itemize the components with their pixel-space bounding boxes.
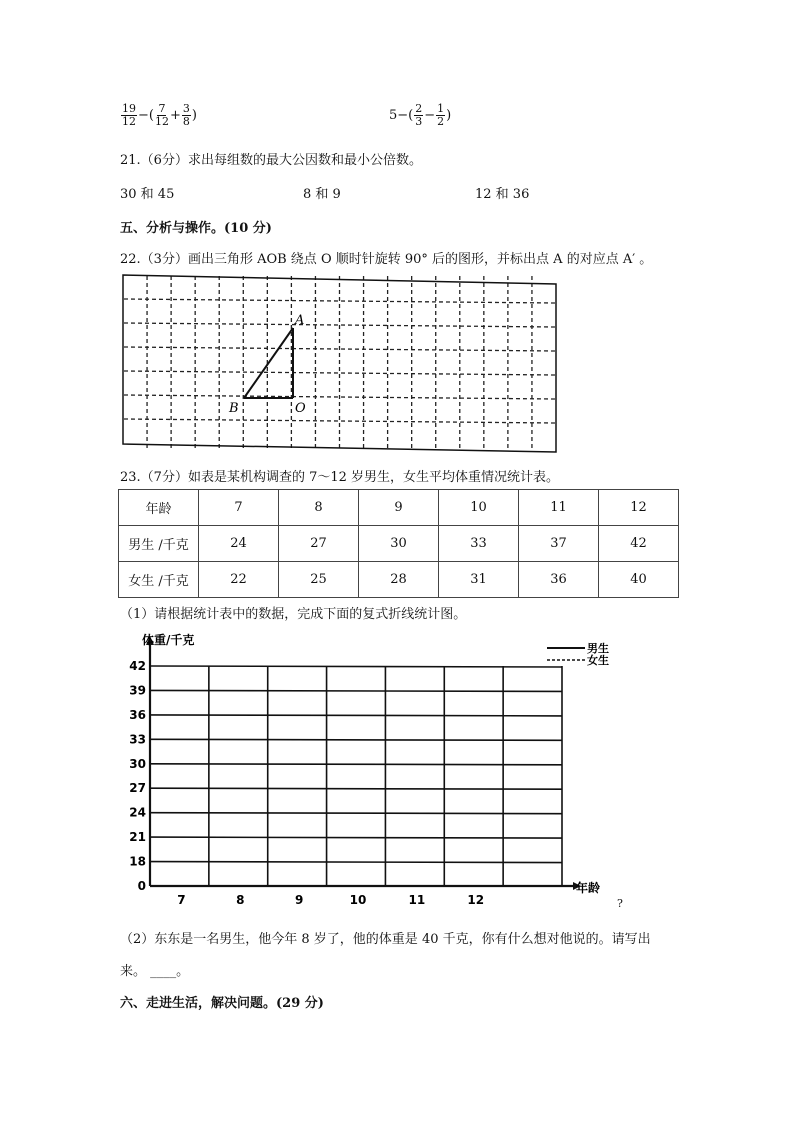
table-cell: 年龄	[119, 490, 199, 526]
point-b-label: B	[229, 401, 239, 416]
question-21: 21.（6分）求出每组数的最大公因数和最小公倍数。	[120, 153, 422, 168]
table-cell: 7	[199, 490, 279, 526]
table-row	[119, 562, 679, 598]
table-cell: 24	[199, 526, 279, 562]
fraction: $\frac{7}{12}$	[154, 102, 169, 128]
table-cell: 30	[359, 526, 439, 562]
table-cell: 27	[279, 526, 359, 562]
chart-hline	[150, 862, 562, 863]
point-a-label: A	[295, 313, 305, 328]
x-tick-label: 10	[349, 893, 367, 907]
x-tick-label: 9	[294, 893, 304, 907]
table-cell: 37	[519, 526, 599, 562]
table-cell: 22	[199, 562, 279, 598]
question-22: 22.（3分）画出三角形 AOB 绕点 O 顺时针旋转 90° 后的图形，并标出点 A 的对应点 A′ 。	[120, 252, 653, 267]
y-tick-label: 18	[129, 854, 146, 869]
y-tick-label: 0	[137, 879, 146, 893]
chart-hline	[150, 690, 562, 691]
q23-sub-1: （1）请根据统计表中的数据，完成下面的复式折线统计图。	[120, 607, 467, 622]
fraction: $\frac{2}{3}$	[415, 102, 423, 128]
y-tick-label: 30	[129, 756, 146, 771]
table-cell: 28	[359, 562, 439, 598]
line-chart	[115, 628, 615, 908]
x-tick-label: 12	[467, 893, 485, 907]
weight-table	[118, 489, 679, 598]
y-tick-label: 42	[129, 659, 146, 673]
fraction: $\frac{1}{2}$	[437, 102, 445, 128]
table-cell: 40	[599, 562, 679, 598]
chart-hline	[150, 739, 562, 740]
y-tick-label: 27	[129, 781, 146, 796]
table-cell: 女生 /千克	[119, 562, 199, 598]
y-tick-label: 39	[129, 683, 146, 698]
table-cell: 8	[279, 490, 359, 526]
table-cell: 男生 /千克	[119, 526, 199, 562]
chart-hline	[150, 813, 562, 814]
table-cell: 36	[519, 562, 599, 598]
y-tick-label: 21	[129, 830, 146, 845]
fraction: $\frac{3}{8}$	[182, 102, 190, 128]
section-5-heading: 五、分析与操作。(10 分)	[120, 221, 272, 236]
y-tick-label: 33	[129, 732, 146, 747]
table-row	[119, 490, 679, 526]
x-tick-label: 7	[177, 893, 186, 907]
table-cell: 31	[439, 562, 519, 598]
chart-hline	[150, 764, 562, 765]
rotation-grid	[120, 272, 560, 454]
table-cell: 25	[279, 562, 359, 598]
stray-mark: ?	[617, 897, 623, 910]
expression-1: $\frac{19}{12}$ −( $\frac{7}{12}$ + $\frac{3}{8}$ )	[122, 102, 197, 128]
y-tick-label: 24	[129, 805, 146, 820]
q21-group-1: 30 和 45	[120, 187, 175, 202]
x-axis-label: 年龄	[576, 881, 601, 895]
table-cell: 9	[359, 490, 439, 526]
chart-hline	[150, 666, 562, 667]
question-23: 23.（7分）如表是某机构调查的 7～12 岁男生，女生平均体重情况统计表。	[120, 470, 560, 485]
point-o-label: O	[295, 401, 306, 416]
y-axis-label: 体重/千克	[142, 633, 195, 647]
table-cell: 12	[599, 490, 679, 526]
q21-group-3: 12 和 36	[475, 187, 530, 202]
q23-sub-2-line-1: （2）东东是一名男生，他今年 8 岁了，他的体重是 40 千克，你有什么想对他说的。请写出	[120, 932, 651, 947]
x-tick-label: 8	[236, 893, 245, 907]
table-cell: 33	[439, 526, 519, 562]
q23-sub-2-line-2: 来。 ____。	[120, 964, 190, 979]
legend-girls-label: 女生	[587, 654, 609, 667]
expression-2: 5 −( $\frac{2}{3}$ − $\frac{1}{2}$ )	[389, 102, 452, 128]
table-cell: 42	[599, 526, 679, 562]
fraction: $\frac{19}{12}$	[122, 102, 136, 128]
chart-hline	[150, 837, 562, 838]
triangle-side-ab	[244, 328, 293, 398]
table-row	[119, 526, 679, 562]
y-tick-label: 36	[129, 707, 146, 722]
x-tick-label: 11	[408, 893, 426, 907]
section-6-heading: 六、走进生活，解决问题。(29 分)	[120, 996, 324, 1011]
legend-boys-label: 男生	[587, 642, 609, 655]
q21-group-2: 8 和 9	[303, 187, 341, 202]
chart-hline	[150, 715, 562, 716]
chart-hline	[150, 788, 562, 789]
table-cell: 10	[439, 490, 519, 526]
table-cell: 11	[519, 490, 599, 526]
